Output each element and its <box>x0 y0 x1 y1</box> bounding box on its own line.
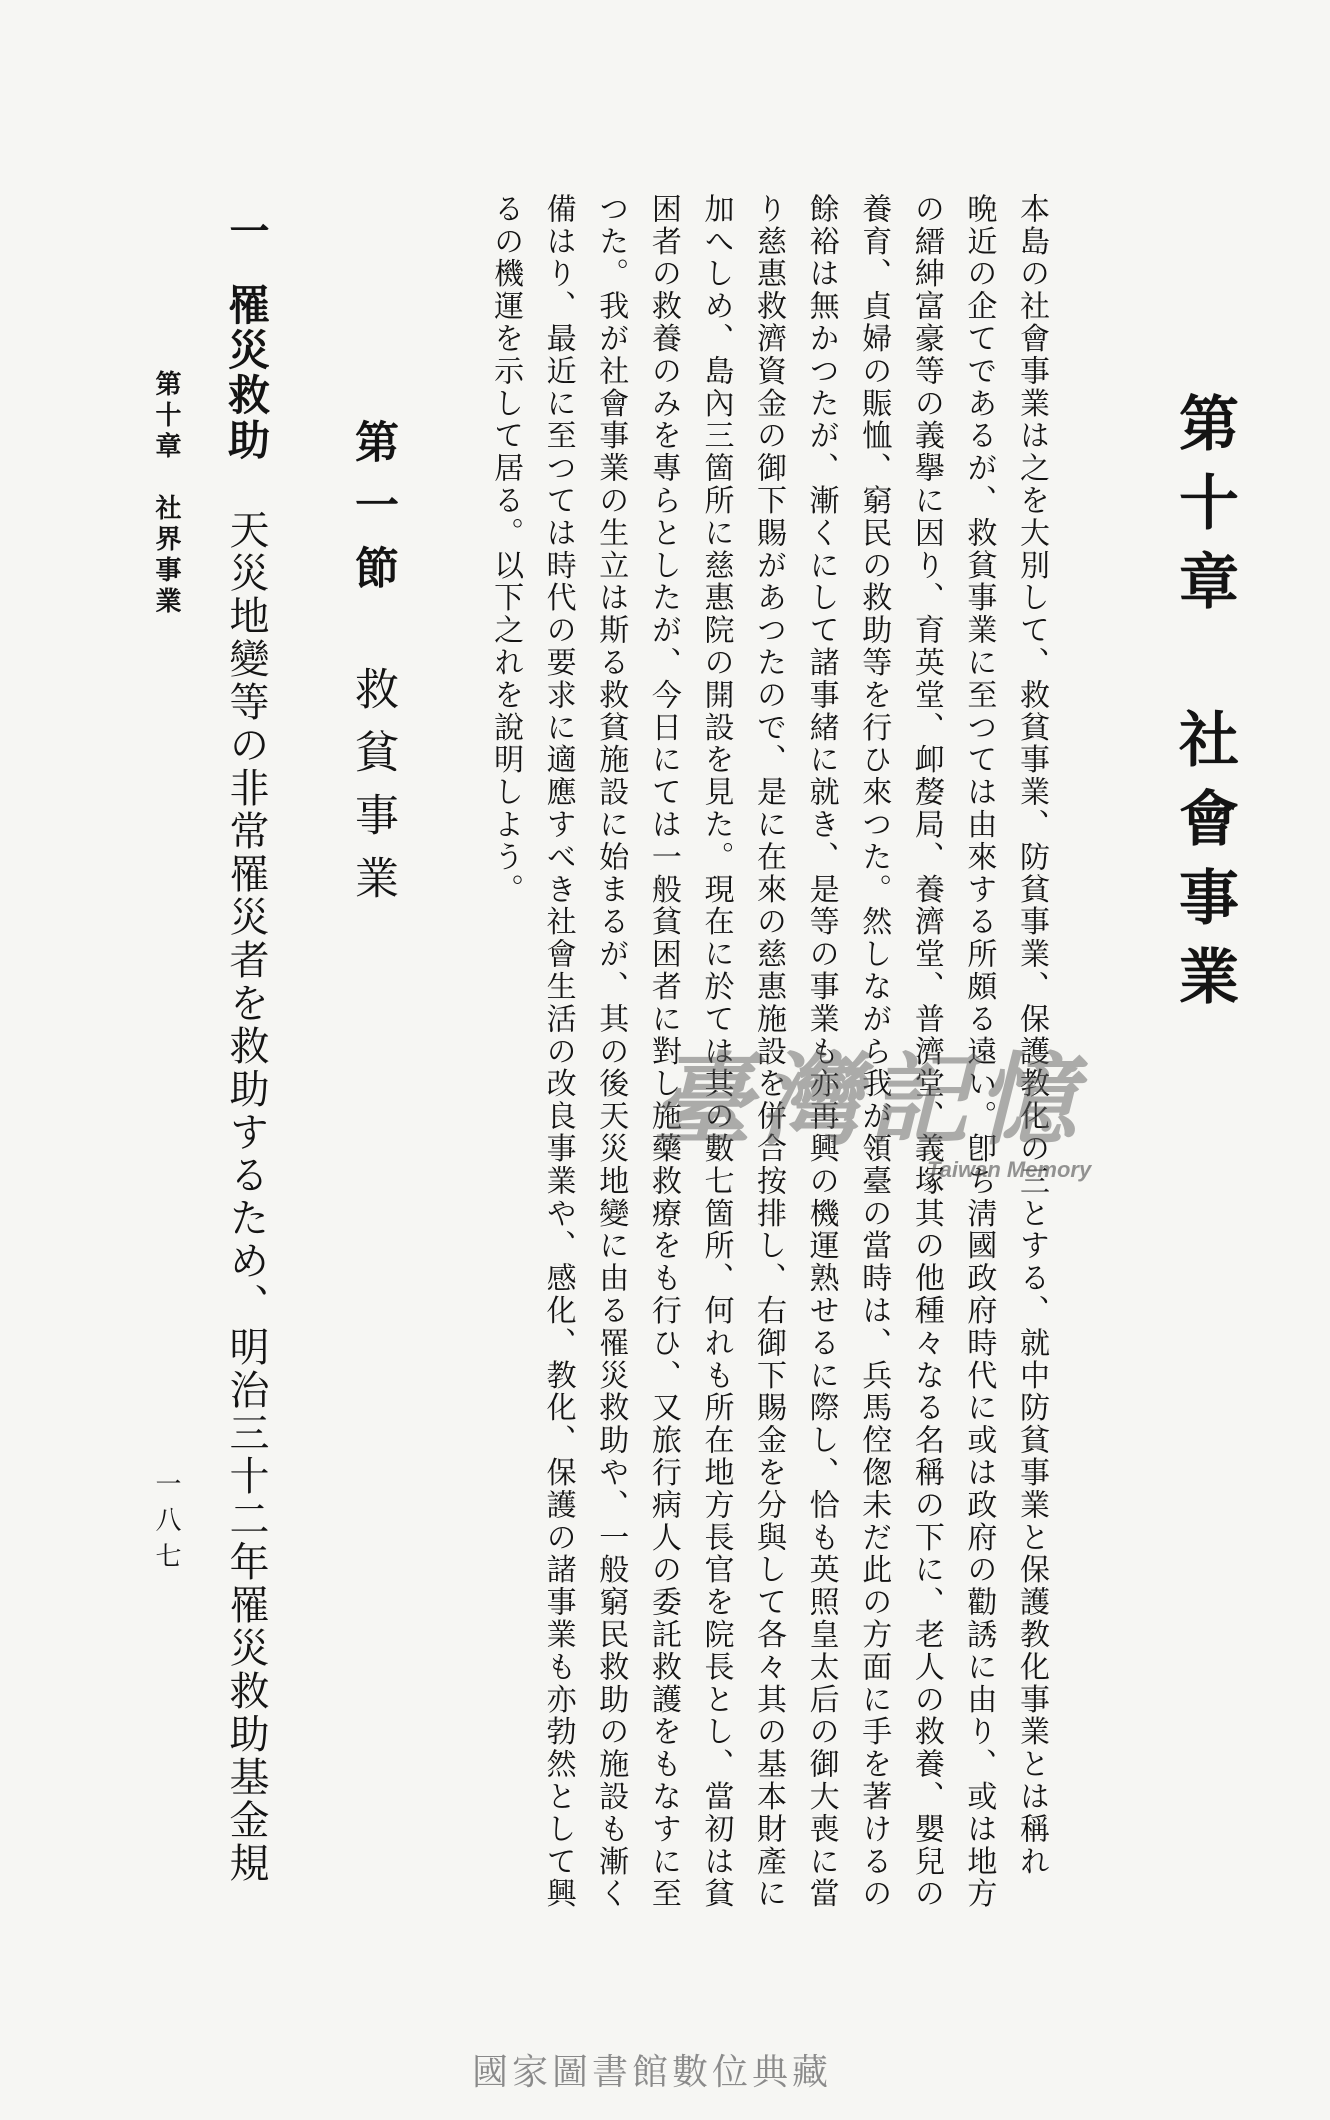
body-line: り慈惠救濟資金の御下賜があつたので、是に在來の慈惠施設を併合按排し、右御下賜金を分與して各々其の基本財產に <box>751 193 787 1911</box>
library-footer: 國家圖書館數位典藏 <box>471 2052 832 2093</box>
watermark-logo-text: 臺灣記憶 <box>652 1041 1084 1159</box>
subsection <box>218 210 274 1885</box>
subsection-marker: 一 <box>223 210 270 253</box>
body-line: 備はり、最近に至つては時代の要求に適應すべき社會生活の改良事業や、感化、教化、保護の諸事業も亦勃然として興 <box>540 193 576 1911</box>
running-header: 第十章 社界事業 <box>151 370 181 618</box>
body-line: 困者の救養のみを專らとしたが、今日にては一般貧困者に對し施藥救療をも行ひ、又旅行病人の委託救護をもなすに至 <box>645 193 681 1911</box>
body-line: の縉紳富豪等の義擧に因り、育英堂、卹嫠局、養濟堂、普濟堂、義塚其の他種々なる名稱の下に、老人の救養、嬰兒の <box>908 193 944 1911</box>
chapter-title: 第十章 社會事業 <box>1169 392 1239 1024</box>
body-line: 晩近の企てであるが、救貧事業に至つては由來する所頗る遠い。卽ち淸國政府時代に或は政府の勸誘に由り、或は地方 <box>961 193 997 1911</box>
body-line: るの機運を示して居る。以下之れを說明しよう。 <box>488 193 524 906</box>
body-line: つた。我が社會事業の生立は斯る救貧施設に始まるが、其の後天災地變に由る罹災救助や、一般窮民救助の施設も漸く <box>593 193 629 1911</box>
page-number: 一八七 <box>151 1470 181 1578</box>
watermark-logo-subtext: Taiwan Memory <box>927 1157 1092 1182</box>
body-line: 餘裕は無かつたが、漸くにして諸事緒に就き、是等の事業も亦再興の機運熟せるに際し、恰も英照皇太后の御大喪に當 <box>803 193 839 1911</box>
subsection-text: 天災地變等の非常罹災者を救助するため、明治三十二年罹災救助基金規 <box>223 509 269 1885</box>
section-number: 第一節 <box>347 419 398 608</box>
subsection-heading: 罹災救助 <box>222 283 271 463</box>
section-title: 救貧事業 <box>347 666 398 918</box>
body-line: 養育、貞婦の賑恤、窮民の救助等を行ひ來つた。然しながら我が領臺の當時は、兵馬倥偬未だ此の方面に手を著けるの <box>856 193 892 1911</box>
body-line: 加へしめ、島內三箇所に慈惠院の開設を見た。現在に於ては其の數七箇所、何れも所在地方長官を院長とし、當初は貧 <box>698 193 734 1911</box>
body-paragraph <box>478 193 1057 1923</box>
section-heading <box>339 419 405 918</box>
body-line: 本島の社會事業は之を大別して、救貧事業、防貧事業、保護教化の三とする、就中防貧事業と保護教化事業とは稱れ <box>1014 193 1049 1878</box>
